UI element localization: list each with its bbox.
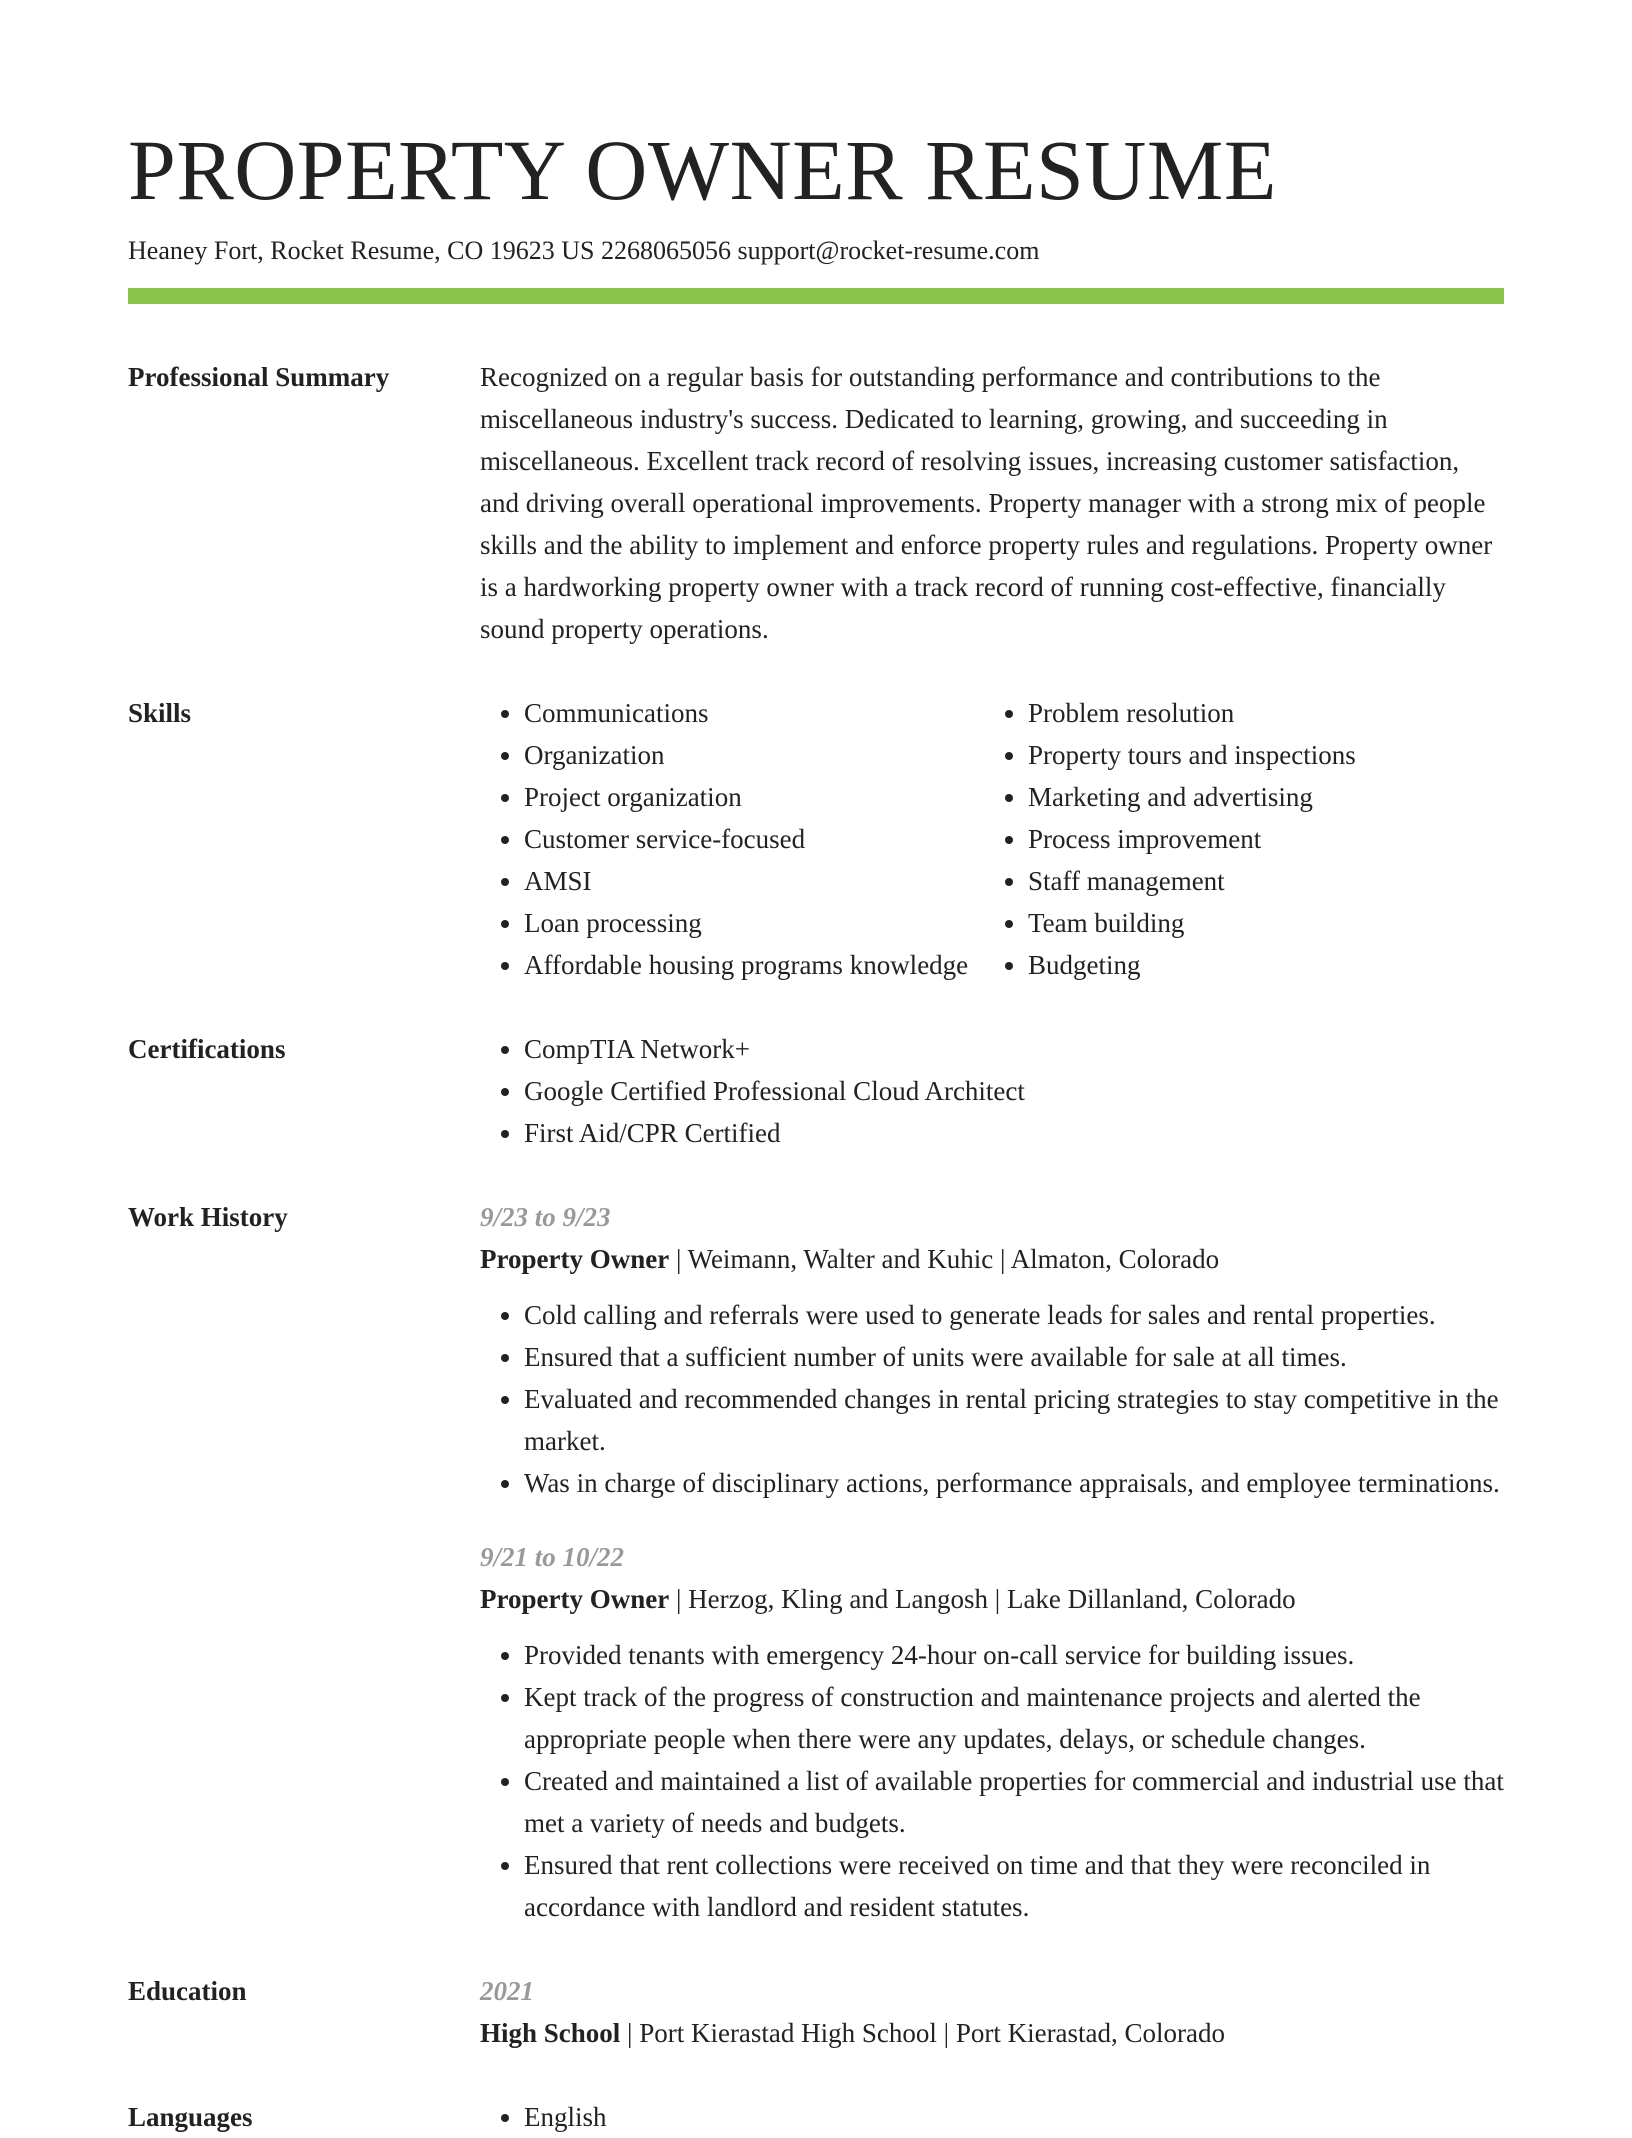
work-history-label: Work History xyxy=(128,1202,288,1232)
certifications-list xyxy=(480,1028,1504,1154)
summary-text: Recognized on a regular basis for outstanding performance and contributions to the miscellaneous industry's success. Dedicated to learning, growing, and succeeding in miscellaneous. Excellent track record of resolving issues, increasing customer satisfaction, and driving overall operational improvements. Property manager with a strong mix of people skills and the ability to implement and enforce property rules and regulations. Property owner is a hardworking property owner with a track record of running cost-effective, financially sound property operations. xyxy=(480,362,1493,644)
skill-item: • Problem resolution xyxy=(1028,692,1504,734)
skill-item: • Team building xyxy=(1028,902,1504,944)
education-separator: | xyxy=(627,2018,640,2048)
skill-item: • Project organization xyxy=(524,776,984,818)
job-separator: | xyxy=(675,1584,689,1614)
skills-section xyxy=(128,692,1504,986)
certifications-label: Certifications xyxy=(128,1034,286,1064)
skill-item: • Property tours and inspections xyxy=(1028,734,1504,776)
job-location: Lake Dillanland, Colorado xyxy=(1006,1584,1296,1614)
job-company: Herzog, Kling and Langosh xyxy=(688,1584,989,1614)
skill-item: • Organization xyxy=(524,734,984,776)
job-entry xyxy=(480,1196,1504,1504)
summary-body xyxy=(480,356,1504,650)
skill-item: • Marketing and advertising xyxy=(1028,776,1504,818)
education-separator: | xyxy=(943,2018,956,2048)
skills-body xyxy=(480,692,1504,986)
job-bullet: • Was in charge of disciplinary actions, performance appraisals, and employee terminations. xyxy=(524,1462,1504,1504)
skill-item: • AMSI xyxy=(524,860,984,902)
skills-label: Skills xyxy=(128,698,192,728)
skill-item: • Process improvement xyxy=(1028,818,1504,860)
skill-item: • Communications xyxy=(524,692,984,734)
skill-item: • Loan processing xyxy=(524,902,984,944)
job-bullet: • Evaluated and recommended changes in rental pricing strategies to stay competitive in the market. xyxy=(524,1378,1504,1462)
education-section xyxy=(128,1970,1504,2054)
job-company: Weimann, Walter and Kuhic xyxy=(687,1244,994,1274)
job-role: Property Owner xyxy=(480,1584,670,1614)
work-history-section xyxy=(128,1196,1504,1928)
certification-item: • First Aid/CPR Certified xyxy=(524,1112,1504,1154)
education-label: Education xyxy=(128,1976,247,2006)
job-separator: | xyxy=(994,1584,1007,1614)
contact-email: support@rocket-resume.com xyxy=(737,236,1040,265)
languages-body xyxy=(480,2096,1504,2138)
education-body xyxy=(480,1970,1504,2054)
language-item: • English xyxy=(524,2096,1504,2138)
summary-label: Professional Summary xyxy=(128,362,390,392)
job-bullets xyxy=(480,1294,1504,1504)
education-year: 2021 xyxy=(480,1976,534,2006)
contact-address: Heaney Fort, Rocket Resume, CO 19623 US xyxy=(128,236,595,265)
languages-list xyxy=(480,2096,1504,2138)
certification-item: • CompTIA Network+ xyxy=(524,1028,1504,1070)
job-heading xyxy=(480,1238,1504,1280)
job-bullet: • Ensured that a sufficient number of units were available for sale at all times. xyxy=(524,1336,1504,1378)
skill-item: • Staff management xyxy=(1028,860,1504,902)
header-divider xyxy=(128,288,1504,304)
skill-item: • Customer service-focused xyxy=(524,818,984,860)
job-bullet: • Ensured that rent collections were received on time and that they were reconciled in accordance with landlord and resident statutes. xyxy=(524,1844,1504,1928)
job-heading xyxy=(480,1578,1504,1620)
languages-label: Languages xyxy=(128,2102,253,2132)
contact-line xyxy=(128,234,1504,268)
job-entry xyxy=(480,1536,1504,1928)
job-location: Almaton, Colorado xyxy=(1010,1244,1220,1274)
education-heading xyxy=(480,2012,1504,2054)
job-bullets xyxy=(480,1634,1504,1928)
education-location: Port Kierastad, Colorado xyxy=(955,2018,1226,2048)
education-school: Port Kierastad High School xyxy=(639,2018,937,2048)
skills-list-right xyxy=(984,692,1504,986)
job-separator: | xyxy=(999,1244,1011,1274)
job-bullet: • Provided tenants with emergency 24-hour on-call service for building issues. xyxy=(524,1634,1504,1676)
certifications-body xyxy=(480,1028,1504,1154)
certifications-section xyxy=(128,1028,1504,1154)
job-dates: 9/21 to 10/22 xyxy=(480,1542,625,1572)
job-bullet: • Kept track of the progress of construction and maintenance projects and alerted the appropriate people when there were any updates, delays, or schedule changes. xyxy=(524,1676,1504,1760)
resume-page xyxy=(128,120,1504,2138)
certification-item: • Google Certified Professional Cloud Architect xyxy=(524,1070,1504,1112)
job-dates: 9/23 to 9/23 xyxy=(480,1202,611,1232)
skills-list-left xyxy=(480,692,984,986)
contact-phone: 2268065056 xyxy=(601,236,732,265)
job-bullet: • Created and maintained a list of available properties for commercial and industrial use that met a variety of needs and budgets. xyxy=(524,1760,1504,1844)
skill-item: • Affordable housing programs knowledge xyxy=(524,944,984,986)
languages-section xyxy=(128,2096,1504,2138)
work-history-body xyxy=(480,1196,1504,1928)
education-degree: High School xyxy=(480,2018,621,2048)
summary-section xyxy=(128,356,1504,650)
skill-item: • Budgeting xyxy=(1028,944,1504,986)
job-bullet: • Cold calling and referrals were used to generate leads for sales and rental properties. xyxy=(524,1294,1504,1336)
job-role: Property Owner xyxy=(480,1244,670,1274)
resume-title: PROPERTY OWNER RESUME xyxy=(128,122,1277,218)
job-separator: | xyxy=(675,1244,688,1274)
